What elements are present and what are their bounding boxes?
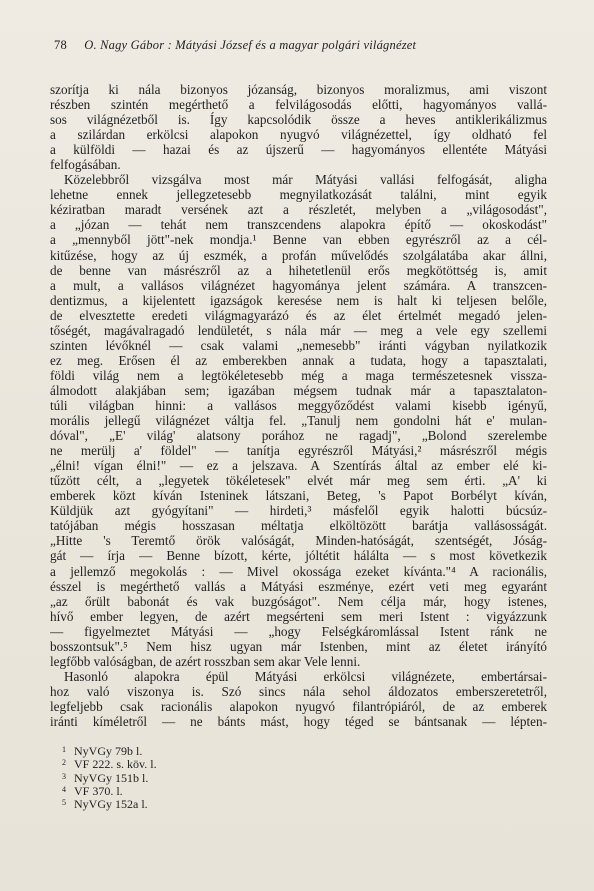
text-line: a „józan — tehát nem transzcendens alapokra építő — okoskodást" <box>50 217 547 233</box>
page-number: 78 <box>54 38 67 52</box>
text-line: de benne van másrészről az a hihetetlenül erős megkötöttség is, amit <box>50 262 547 278</box>
footnote-mark: 2 <box>62 758 66 768</box>
text-line: „Hitte 's Teremtő örök valóságát, Minden-hatóságát, szentségét, Jóság- <box>50 533 547 549</box>
footnote-mark: 5 <box>62 798 66 808</box>
footnote-mark: 3 <box>62 771 66 781</box>
text-line: hívő ember legyen, de azért megsérteni sem meri Istent : vigyázzunk <box>50 608 547 624</box>
footnote-mark: 4 <box>62 784 66 794</box>
footnote <box>62 783 262 796</box>
footnote-mark: 1 <box>62 745 66 754</box>
text-line: tőségét, magávalragadó lendületét, s nála már — meg a vele egy szellemi <box>50 322 547 338</box>
footnote-text: NyVGy 151b l. <box>74 770 149 785</box>
text-line: álmodott alakjában sem; igazában mégsem tudnak már a tapasztalaton- <box>50 382 547 398</box>
text-line: Küldjük azt gyógyítani" — hirdeti,³ másfelől egyik halotti búcsúz- <box>50 503 547 519</box>
body-text <box>50 82 547 729</box>
text-line: lehetne ennek jellegzetesebb megnyilatkozását találni, mint egyik <box>50 187 547 203</box>
text-line: Közelebbről vizsgálva most már Mátyási vallási felfogását, aligha <box>64 172 547 188</box>
text-line: sos világnézetből is. Így kapcsolódik össze a heves antiklerikálizmus <box>50 112 547 128</box>
text-line: szinten lévőknél — csak valami „nemesebb" iránti vágyban nyilatkozik <box>50 337 547 353</box>
text-line: kitűzése, hogy az új eszmék, a profán művelődés szolgálatába akar állni, <box>50 247 547 263</box>
text-line: túli világban hinni: a vallásos meggyőződést valami kisebb igényű, <box>50 397 547 413</box>
text-line: ne merülj a' földel" — tanítja egyrészről Mátyási,² másrészről mégis <box>50 443 547 459</box>
text-line: „az őrült babonát és vak buzgóságot". Nem célja már, hogy istenes, <box>50 593 547 609</box>
text-line: földi világ nem a legtökéletesebb még a maga természetesnek vissza- <box>50 367 547 383</box>
text-line: Hasonló alapokra épül Mátyási erkölcsi világnézete, embertársai- <box>64 668 547 684</box>
text-line: a szilárdan erkölcsi alapokon nyugvó világnézettel, így oldható fel <box>50 127 547 143</box>
text-line: legfőbb valóságban, de azért rosszban sem akar Vele lenni. <box>50 653 361 669</box>
text-line: dentizmus, a kijelentett igazságok keresése nem is halt ki teljesen belőle, <box>50 292 547 308</box>
running-head <box>54 38 524 53</box>
text-line: szorítja ki nála bizonyos józanság, bizonyos moralizmus, ami viszont <box>50 82 547 97</box>
text-line: a jellemző megokolás : — Mivel okossága ezeket kívánta."⁴ A racionális, <box>50 563 547 579</box>
text-line: — figyelmeztet Mátyási — „hogy Felségkáromlással Istent ránk ne <box>50 623 547 639</box>
text-line: a „mennyből jött"-nek mondja.¹ Benne van ebben egyrészről az a cél- <box>50 232 547 248</box>
footnote <box>62 743 262 756</box>
text-line: legfeljebb csak racionális alapokon nyugvó filantrópiáról, de az emberek <box>50 698 547 714</box>
footnote <box>62 770 262 783</box>
footnote <box>62 796 262 812</box>
text-line: ez meg. Erősen él az emberekben annak a tudata, hogy a tapasztalati, <box>50 352 547 368</box>
text-line: emberek közt kíván Isteninek látszani, Beteg, 's Papot Borbélyt kíván, <box>50 488 547 504</box>
footnote-text: VF 370. l. <box>74 783 123 798</box>
text-line: morális jellegű világnézet váltja fel. „Tanulj nem gondolni hát e' mulan- <box>50 413 547 429</box>
text-line: ésszel is megérthető vallás a Mátyási eszménye, ezért veti meg egyaránt <box>50 578 547 594</box>
text-line: felfogásában. <box>50 157 121 173</box>
text-line: iránti kíméletről — ne bánts mást, hogy téged se bántsanak — lépten- <box>50 713 547 729</box>
text-line: a mult, a vallásos világnézet hagyománya jelent számára. A transzcen- <box>50 277 547 293</box>
text-line: gát — írja — Benne bízott, kérte, jóltétit hálálta — s most következik <box>50 548 547 564</box>
running-title: O. Nagy Gábor : Mátyási József és a magyar polgári világnézet <box>84 38 417 52</box>
text-line: tatójában mégis hosszasan méltatja elköltözött barátja vallásosságát. <box>50 518 547 534</box>
text-line: tűzött célt, a „legyetek tökéletesek" elvét már meg sem érti. „A' ki <box>50 473 547 489</box>
text-line: dóval", „E' világ' alatsony porához ne ragadj", „Bolond szerelembe <box>50 428 547 444</box>
footnote <box>62 756 262 772</box>
footnote-text: NyVGy 152a l. <box>74 797 148 812</box>
text-line: kéziratban maradt versének azt a részletét, melyben a „világosodást", <box>50 202 547 218</box>
footnote-text: VF 222. s. köv. l. <box>74 757 157 772</box>
text-line: hoz való viszonya is. Szó sincs nála sehol áldozatos emberszeretetről, <box>50 683 547 699</box>
text-line: részben szintén megérthető a felvilágosodás előtti, hagyományos vallá- <box>50 97 547 113</box>
text-line: „élni! vígan élni!" — ez a jelszava. A Szentírás által az ember elé ki- <box>50 458 547 474</box>
footnotes <box>62 743 262 812</box>
text-line: a külföldi — hazai és az újszerű — hagyományos ellentéte Mátyási <box>50 142 547 158</box>
footnote-text: NyVGy 79b l. <box>74 744 143 758</box>
text-line: bosszontsuk".⁵ Nem hisz ugyan már Istenben, mint az életet irányító <box>50 638 547 654</box>
text-line: de elvesztette eredeti világmagyarázó és az élet értelmét megadó jelen- <box>50 307 547 323</box>
